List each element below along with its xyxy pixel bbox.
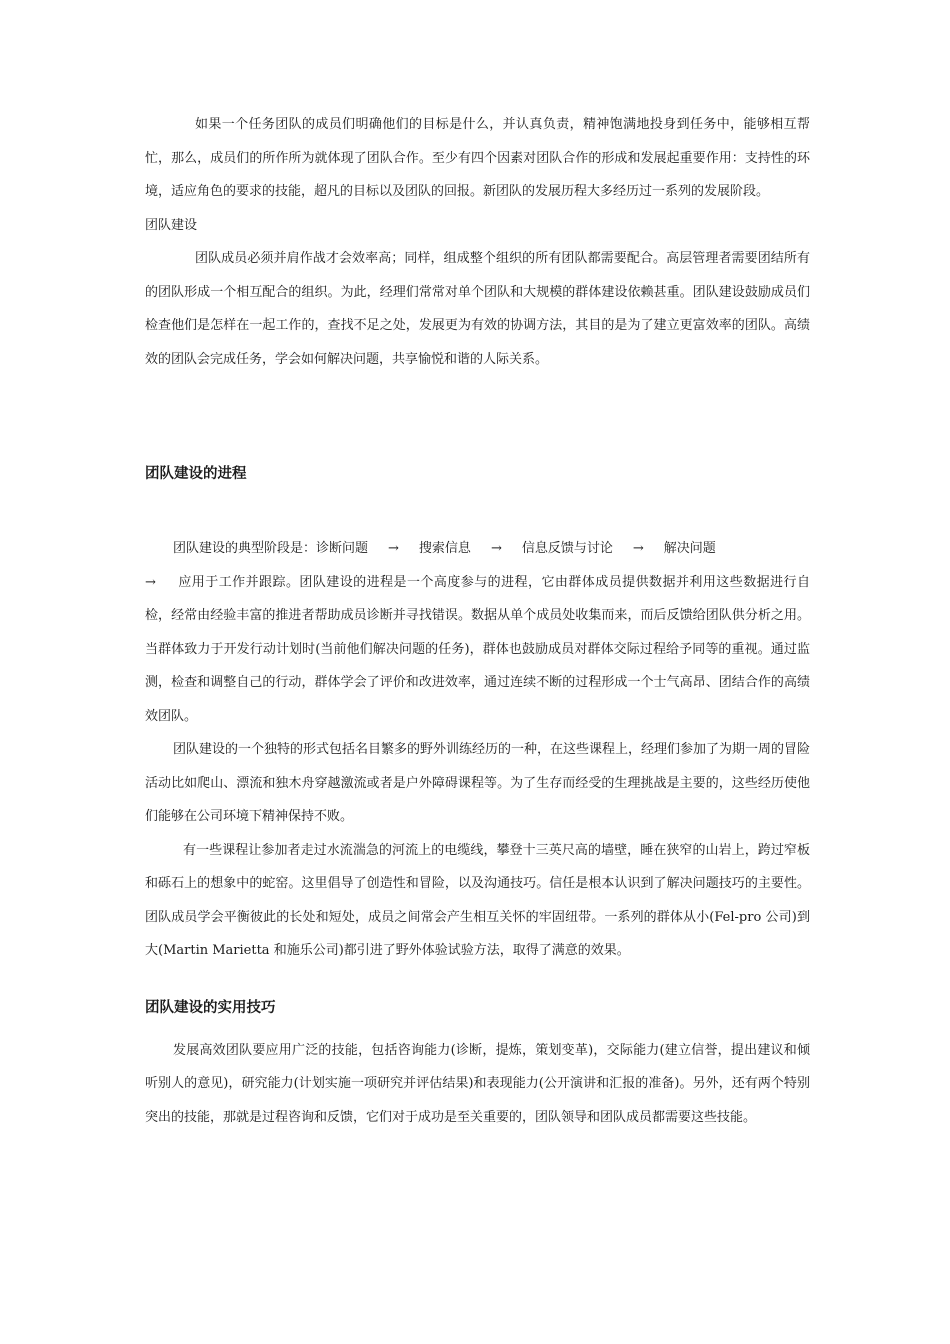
skills-paragraph: 发展高效团队要应用广泛的技能，包括咨询能力(诊断，提炼，策划变革)，交际能力(建立信誉，提出建议和倾听别人的意见)，研究能力(计划实施一项研究并评估结果)和表现能力(公开演讲和汇报的准备)。另外，还有两个特别突出的技能，那就是过程咨询和反馈，它们对于成功是至关重要的，团队领导和团队成员都需要这些技能。	[145, 1042, 810, 1125]
process-heading: 团队建设的进程	[145, 466, 247, 482]
stage-search: 搜索信息	[418, 541, 471, 556]
stage-feedback: 信息反馈与讨论	[521, 541, 613, 556]
spacer	[145, 376, 810, 464]
team-building-label: 团队建设	[145, 217, 198, 233]
arrow-icon: →	[145, 574, 156, 590]
stages-line	[145, 532, 810, 566]
spacer	[145, 484, 810, 532]
intro-paragraph: 如果一个任务团队的成员们明确他们的目标是什么，并认真负责，精神饱满地投身到任务中，能够相互帮忙，那么，成员们的所作所为就体现了团队合作。至少有四个因素对团队合作的形成和发展起重要作用：支持性的环境，适应角色的要求的技能，超凡的目标以及团队的回报。新团队的发展历程大多经历过一系列的发展阶段。	[145, 117, 810, 199]
skills-heading: 团队建设的实用技巧	[145, 999, 276, 1016]
document-page	[145, 108, 810, 1134]
stage-solve: 解决问题	[663, 541, 716, 556]
process-paragraph-2: 团队建设的一个独特的形式包括名目繁多的野外训练经历的一种，在这些课程上，经理们参加了为期一周的冒险活动比如爬山、漂流和独木舟穿越激流或者是户外障碍课程等。为了生存而经受的生理挑战是主要的，这些经历使他们能够在公司环境下精神保持不败。	[145, 742, 811, 824]
process-paragraph-3: 有一些课程让参加者走过水流湍急的河流上的电缆线，攀登十三英尺高的墙壁，睡在狭窄的山岩上，跨过窄板和砾石上的想象中的蛇窑。这里倡导了创造性和冒险，以及沟通技巧。信任是根本认识到了解决问题技巧的主要性。团队成员学会平衡彼此的长处和短处，成员之间常会产生相互关怀的牢固纽带。一系列的群体从小(Fel-pro 公司)到大(Martin Marietta 和施乐公司)都引进了野外体验试验方法，取得了满意的效果。	[145, 842, 810, 958]
arrow-icon: →	[490, 541, 502, 556]
spacer	[145, 968, 810, 998]
spacer	[145, 1018, 810, 1034]
arrow-icon: →	[388, 541, 399, 556]
stage-diagnose: 团队建设的典型阶段是：诊断问题	[173, 541, 369, 556]
process-paragraph-1-text: 应用于工作并跟踪。团队建设的进程是一个高度参与的进程，它由群体成员提供数据并利用这些数据进行自检，经常由经验丰富的推进者帮助成员诊断并寻找错误。数据从单个成员处收集而来，而后反馈给团队供分析之用。当群体致力于开发行动计划时(当前他们解决问题的任务)，群体也鼓励成员对群体交际过程给予同等的重视。通过监测，检查和调整自己的行动，群体学会了评价和改进效率，通过连续不断的过程形成一个士气高昂、团结合作的高绩效团队。	[145, 574, 810, 724]
process-paragraph-1	[145, 566, 810, 734]
arrow-icon: →	[632, 541, 644, 556]
team-building-paragraph: 团队成员必须并肩作战才会效率高；同样，组成整个组织的所有团队都需要配合。高层管理者需要团结所有的团队形成一个相互配合的组织。为此，经理们常常对单个团队和大规模的群体建设依赖甚重。团队建设鼓励成员们检查他们是怎样在一起工作的，查找不足之处，发展更为有效的协调方法，其目的是为了建立更富效率的团队。高绩效的团队会完成任务，学会如何解决问题，共享愉悦和谐的人际关系。	[145, 251, 810, 367]
